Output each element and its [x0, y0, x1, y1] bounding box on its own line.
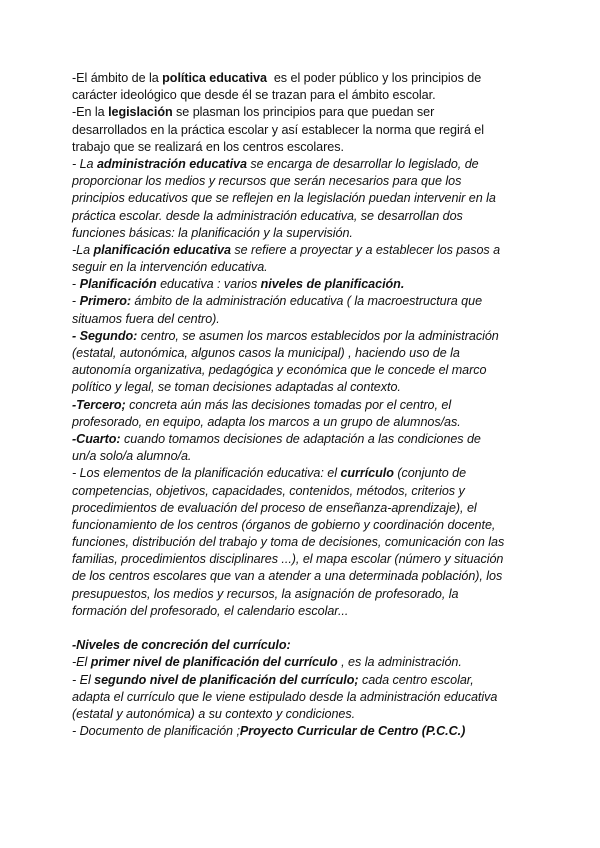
text-run: seguir en la intervención educativa.: [72, 260, 268, 275]
text-line: [72, 190, 534, 207]
text-line: [72, 104, 534, 121]
bold-term: planificación educativa: [93, 242, 231, 257]
text-run: (estatal y autonómica) a su contexto y condiciones.: [72, 706, 356, 721]
text-line: [72, 242, 534, 259]
text-run: cuando tomamos decisiones de adaptación a las condiciones de: [120, 431, 481, 446]
text-run: carácter ideológico que desde él se trazan para el ámbito escolar.: [72, 88, 436, 103]
bold-term: legislación: [108, 105, 173, 120]
bold-term: niveles de planificación.: [260, 277, 405, 292]
blank-line: [72, 620, 534, 637]
text-line: [72, 551, 534, 568]
text-line: [72, 259, 534, 276]
text-line: [72, 397, 534, 414]
text-line: [72, 568, 534, 585]
text-run: , es la administración.: [337, 655, 462, 670]
text-line: [72, 534, 534, 551]
text-line: [72, 654, 534, 671]
text-run: -: [72, 294, 80, 309]
text-line: [72, 139, 534, 156]
text-line: [72, 208, 534, 225]
text-run: -El ámbito de la: [72, 71, 163, 85]
bold-term: -Niveles de concreción del currículo:: [72, 638, 291, 653]
text-run: es el poder público y los principios de: [266, 71, 482, 85]
text-line: [72, 723, 534, 740]
text-line: [72, 586, 534, 603]
text-run: desarrollados en la práctica escolar y así establecer la norma que regirá el: [72, 122, 485, 137]
text-run: - Los elementos de la planificación educativa: el: [72, 466, 341, 481]
text-run: concreta aún más las decisiones tomadas por el centro, el: [125, 397, 452, 412]
text-run: familias, procedimientos disciplinares ...), el mapa escolar (número y situación: [72, 552, 504, 567]
text-line: [72, 328, 534, 345]
text-run: funcionamiento de los centros (órganos de gobierno y coordinación docente,: [72, 517, 496, 532]
text-run: educativa : varios: [156, 277, 261, 292]
bold-term: primer nivel de planificación del currículo: [90, 655, 338, 670]
text-run: práctica escolar. desde la administración educativa, se desarrollan dos: [72, 208, 463, 223]
text-line: [72, 225, 534, 242]
text-run: -: [72, 277, 80, 292]
text-line: [72, 500, 534, 517]
bold-term: Planificación: [79, 277, 157, 292]
text-run: se plasman los principios para que puedan ser: [172, 105, 435, 120]
text-line: [72, 122, 534, 139]
text-run: político y legal, se toman decisiones adaptadas al contexto.: [72, 380, 401, 395]
text-run: de los centros escolares que van a atender a una determinada población), los: [72, 569, 503, 584]
text-line: [72, 483, 534, 500]
text-run: (conjunto de: [393, 466, 467, 481]
text-line: [72, 173, 534, 190]
text-line: [72, 517, 534, 534]
text-run: -La: [72, 242, 94, 257]
bold-term: Primero:: [79, 294, 131, 309]
text-run: trabajo que se realizará en los centros escolares.: [72, 139, 344, 154]
bold-term: - Segundo:: [72, 328, 138, 343]
text-run: - La: [72, 156, 97, 171]
bold-term: política educativa: [162, 71, 267, 85]
text-line: [72, 70, 534, 87]
bold-term: -Cuarto:: [72, 431, 121, 446]
text-line: [72, 465, 534, 482]
text-run: ámbito de la administración educativa ( la macroestructura que: [130, 294, 483, 309]
bold-term: administración educativa: [96, 156, 247, 171]
text-line: [72, 414, 534, 431]
bold-term: Proyecto Curricular de Centro (P.C.C.): [239, 724, 466, 739]
text-run: presupuestos, los medios y recursos, la asignación de profesorado, la: [72, 586, 459, 601]
text-line: [72, 706, 534, 723]
text-run: -El: [72, 655, 91, 670]
text-run: (estatal, autonómica, algunos casos la municipal) , haciendo uso de la: [72, 346, 460, 360]
text-line: [72, 689, 534, 706]
text-run: funciones básicas: la planificación y la supervisión.: [72, 225, 353, 240]
text-line: [72, 293, 534, 310]
text-run: adapta el currículo que le viene estipulado desde la administración educativa: [72, 689, 498, 704]
bold-term: -Tercero;: [72, 397, 126, 412]
text-line: [72, 276, 534, 293]
text-run: centro, se asumen los marcos establecidos por la administración: [137, 328, 499, 343]
text-run: procedimientos de evaluación del proceso de enseñanza-aprendizaje), el: [72, 500, 477, 515]
text-run: formación del profesorado, el calendario escolar...: [72, 603, 349, 618]
text-run: profesorado, en equipo, adapta los marcos a un grupo de alumnos/as.: [72, 414, 461, 429]
text-line: [72, 362, 534, 379]
text-run: se encarga de desarrollar lo legislado, de: [246, 156, 479, 171]
document-page: [72, 70, 534, 740]
text-line: [72, 311, 534, 328]
text-run: principios educativos que se reflejen en la legislación puedan intervenir en la: [72, 191, 496, 206]
text-line: [72, 156, 534, 173]
text-run: situamos fuera del centro).: [72, 311, 220, 326]
text-run: cada centro escolar,: [358, 672, 474, 687]
text-run: - Documento de planificación ;: [72, 724, 240, 739]
text-run: se refiere a proyectar y a establecer los pasos a: [230, 242, 501, 257]
text-run: un/a solo/a alumno/a.: [72, 449, 192, 464]
text-run: -En la: [72, 105, 109, 120]
bold-term: currículo: [340, 466, 394, 481]
text-run: proporcionar los medios y recursos que serán necesarios para que los: [72, 174, 462, 189]
text-run: competencias, objetivos, capacidades, contenidos, métodos, criterios y: [72, 483, 465, 498]
text-line: [72, 637, 534, 654]
text-line: [72, 448, 534, 465]
text-line: [72, 431, 534, 448]
text-run: funciones, distribución del trabajo y toma de decisiones, comunicación con las: [72, 535, 505, 550]
text-run: autonomía organizativa, pedagógica y económica que le concede el marco: [72, 363, 487, 378]
text-line: [72, 87, 534, 104]
text-line: [72, 603, 534, 620]
text-line: [72, 379, 534, 396]
text-line: [72, 672, 534, 689]
text-line: [72, 345, 534, 362]
bold-term: segundo nivel de planificación del currículo;: [94, 672, 359, 687]
text-run: - El: [72, 672, 95, 687]
